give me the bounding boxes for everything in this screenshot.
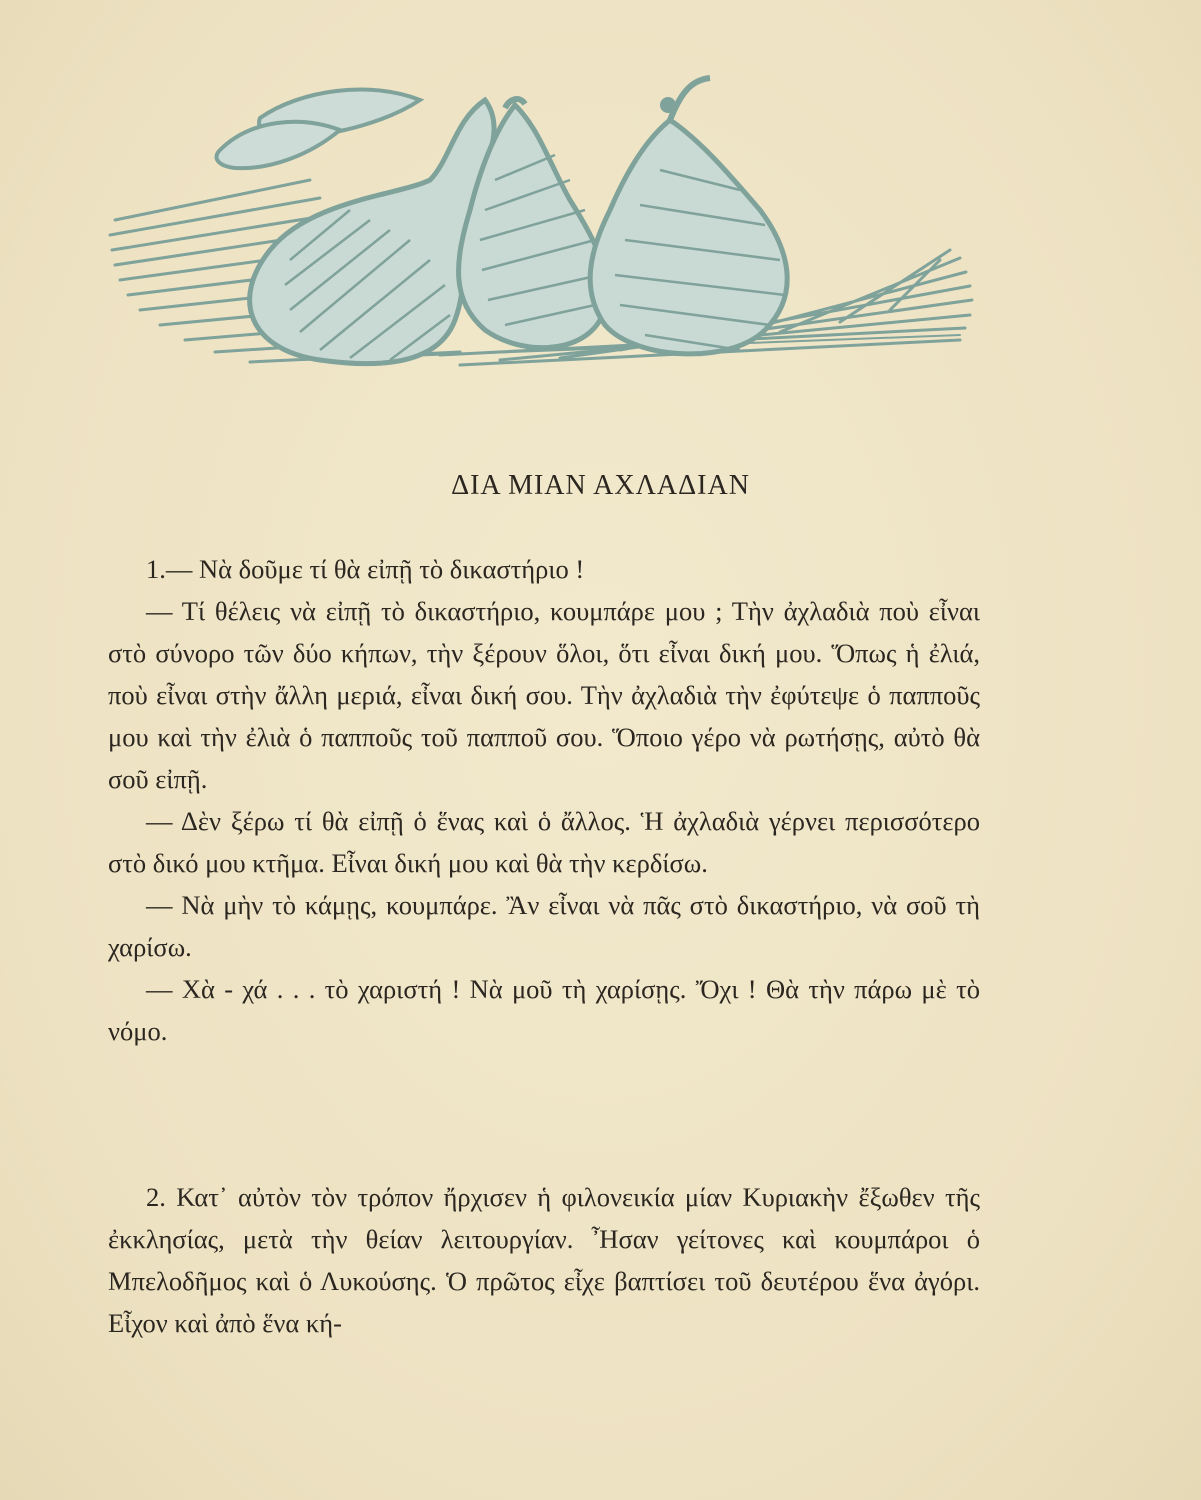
paragraph: — Χὰ - χά . . . τὸ χαριστή ! Νὰ μοῦ τὴ χαρίσῃς. Ὄχι ! Θὰ τὴν πάρω μὲ τὸ νόμο. — [108, 974, 980, 1046]
pears-illustration — [100, 60, 980, 390]
paragraph: — Τί θέλεις νὰ εἰπῇ τὸ δικαστήριο, κουμπάρε μου ; Τὴν ἀχλαδιὰ ποὺ εἶναι στὸ σύνορο τῶν δύο κήπων, τὴν ξέρουν ὅλοι, ὅτι εἶναι δική μου. Ὅπως ἡ ἐλιά, ποὺ εἶναι στὴν ἄλλη μεριά, εἶναι δική σου. Τὴν ἀχλαδιὰ τὴν ἐφύτεψε ὁ παπποῦς μου καὶ τὴν ἐλιὰ ὁ παπποῦς τοῦ παπποῦ σου. Ὅποιο γέρο νὰ ρωτήσῃς, αὐτὸ θὰ σοῦ εἰπῇ. — [108, 596, 980, 794]
chapter-title: ΔΙΑ ΜΙΑΝ ΑΧΛΑΔΙΑΝ — [451, 470, 750, 501]
section-2 — [108, 1176, 980, 1344]
paragraph: — Δὲν ξέρω τί θὰ εἰπῇ ὁ ἕνας καὶ ὁ ἄλλος. Ἡ ἀχλαδιὰ γέρνει περισσότερο στὸ δικό μου κτῆμα. Εἶναι δική μου καὶ θὰ τὴν κερδίσω. — [108, 806, 980, 878]
paragraph: 1.— Νὰ δοῦμε τί θὰ εἰπῇ τὸ δικαστήριο ! — [146, 554, 585, 584]
section-1 — [108, 548, 980, 1052]
paragraph: — Νὰ μὴν τὸ κάμῃς, κουμπάρε. Ἂν εἶναι νὰ πᾶς στὸ δικαστήριο, νὰ σοῦ τὴ χαρίσω. — [108, 890, 980, 962]
paragraph: 2. Κατ᾽ αὐτὸν τὸν τρόπον ἤρχισεν ἡ φιλονεικία μίαν Κυριακὴν ἔξωθεν τῆς ἐκκλησίας, μετὰ τὴν θείαν λειτουργίαν. Ἦσαν γείτονες καὶ κουμπάροι ὁ Μπελοδῆμος καὶ ὁ Λυκούσης. Ὁ πρῶτος εἶχε βαπτίσει τοῦ δευτέρου ἕνα ἀγόρι. Εἶχον καὶ ἀπὸ ἕνα κή- — [108, 1182, 980, 1338]
